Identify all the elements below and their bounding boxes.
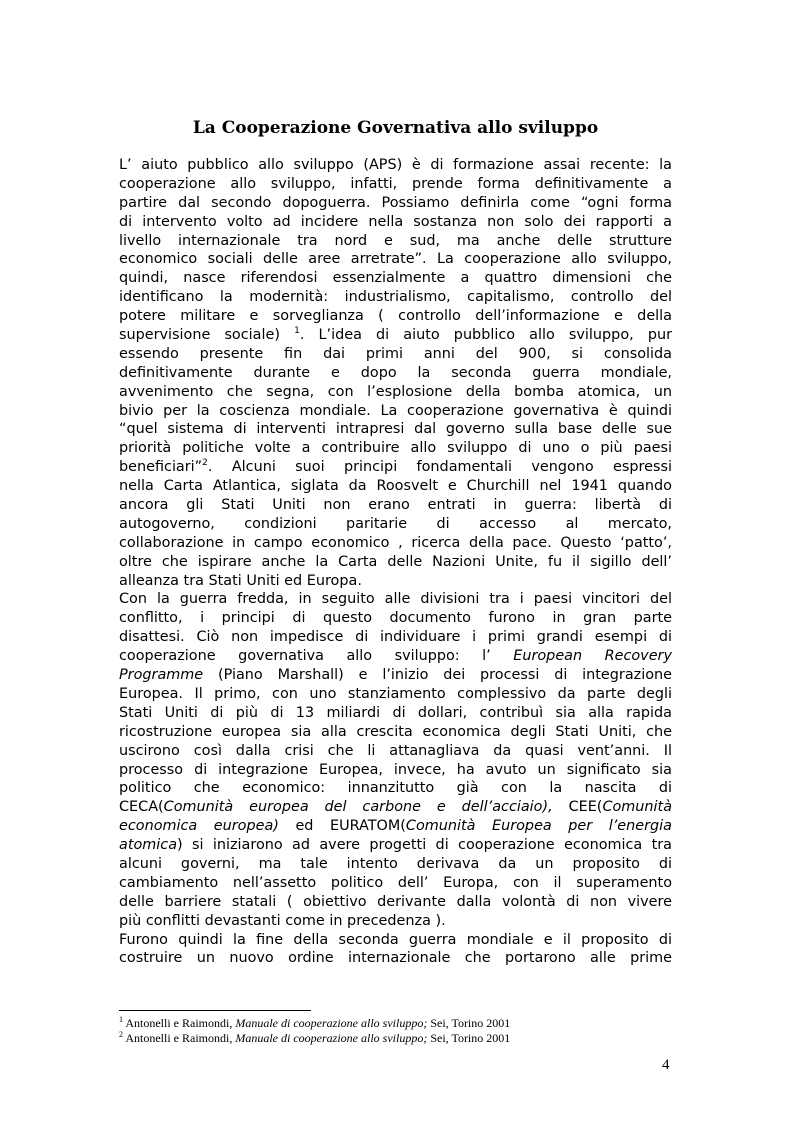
- footnote: $^2$ Antonelli e Raimondi, Manuale di cooperazione allo sviluppo; Sei, Torino 2001: [119, 1030, 511, 1045]
- text-line: definitivamente durante e dopo la seconda guerra mondiale,: [119, 364, 672, 381]
- text-line: cooperazione governativa allo sviluppo: l’ European Recovery: [119, 648, 672, 665]
- text-line: nella Carta Atlantica, siglata da Roosvelt e Churchill nel 1941 quando: [119, 478, 672, 495]
- text-line: livello internazionale tra nord e sud, ma anche delle strutture: [119, 232, 672, 249]
- footnote-ref: 1: [294, 326, 300, 337]
- text-line: quindi, nasce riferendosi essenzialmente a quattro dimensioni che: [119, 270, 672, 287]
- body-text: [119, 156, 672, 968]
- text-line: ricostruzione europea sia alla crescita economica degli Stati Uniti, che: [119, 723, 672, 740]
- text-line: Con la guerra fredda, in seguito alle divisioni tra i paesi vincitori del: [119, 591, 672, 608]
- text-line: Furono quindi la fine della seconda guerra mondiale e il proposito di: [119, 931, 672, 948]
- text-line: alleanza tra Stati Uniti ed Europa.: [119, 572, 362, 589]
- text-line: collaborazione in campo economico , ricerca della pace. Questo ‘patto’,: [119, 534, 672, 551]
- footnote: $^1$ Antonelli e Raimondi, Manuale di cooperazione allo sviluppo; Sei, Torino 2001: [119, 1015, 511, 1030]
- text-line: potere militare e sorveglianza ( controllo dell’informazione e della: [119, 308, 672, 325]
- text-line: “quel sistema di interventi intrapresi dal governo sulla base delle sue: [119, 421, 672, 438]
- text-line: Stati Uniti di più di 13 miliardi di dollari, contribuì sia alla rapida: [119, 704, 672, 721]
- text-line: partire dal secondo dopoguerra. Possiamo definirla come “ogni forma: [119, 194, 672, 211]
- text-line: beneficiari”$^2$. Alcuni suoi principi fondamentali vengono espressi: [119, 458, 672, 476]
- text-line: disattesi. Ciò non impedisce di individuare i primi grandi esempi di: [119, 629, 672, 646]
- text-line: essendo presente fin dai primi anni del 900, si consolida: [119, 345, 672, 362]
- text-line: economica europea) ed EURATOM(Comunità Europea per l’energia: [119, 818, 672, 835]
- page-number: 4: [662, 1057, 670, 1073]
- text-line: conflitto, i principi di questo documento furono in gran parte: [119, 610, 672, 627]
- text-line: CECA(Comunità europea del carbone e dell’acciaio), CEE(Comunità: [119, 799, 673, 816]
- text-line: avvenimento che segna, con l’esplosione della bomba atomica, un: [119, 383, 672, 400]
- footnote-ref: 2: [202, 458, 208, 469]
- text-line: processo di integrazione Europea, invece, ha avuto un significato sia: [119, 761, 672, 778]
- text-line: supervisione sociale) $^1$. L’idea di aiuto pubblico allo sviluppo, pur: [119, 326, 672, 344]
- text-line: costruire un nuovo ordine internazionale che portarono alle prime: [119, 950, 672, 967]
- text-line: Europea. Il primo, con uno stanziamento complessivo da parte degli: [119, 685, 672, 702]
- text-line: priorità politiche volte a contribuire allo sviluppo di uno o più paesi: [119, 440, 672, 457]
- text-line: Programme (Piano Marshall) e l’inizio dei processi di integrazione: [119, 667, 672, 684]
- text-line: politico che economico: innanzitutto già con la nascita di: [119, 780, 672, 797]
- text-line: più conflitti devastanti come in precedenza ).: [119, 912, 446, 929]
- text-line: cooperazione allo sviluppo, infatti, prende forma definitivamente a: [119, 175, 672, 192]
- page-title: La Cooperazione Governativa allo sviluppo: [192, 118, 599, 138]
- text-line: identificano la modernità: industrialismo, capitalismo, controllo del: [119, 289, 672, 306]
- footnotes: [119, 1016, 672, 1046]
- text-line: alcuni governi, ma tale intento derivava da un proposito di: [119, 855, 672, 872]
- text-line: economico sociali delle aree arretrate”. La cooperazione allo sviluppo,: [119, 251, 672, 268]
- text-line: delle barriere statali ( obiettivo derivante dalla volontà di non vivere: [119, 893, 672, 910]
- text-line: cambiamento nell’assetto politico dell’ Europa, con il superamento: [119, 874, 672, 891]
- text-line: oltre che ispirare anche la Carta delle Nazioni Unite, fu il sigillo dell’: [119, 553, 672, 570]
- text-line: ancora gli Stati Uniti non erano entrati in guerra: libertà di: [119, 497, 672, 514]
- footnote-divider: [119, 1010, 311, 1011]
- text-line: bivio per la coscienza mondiale. La cooperazione governativa è quindi: [119, 402, 672, 419]
- text-line: L’ aiuto pubblico allo sviluppo (APS) è di formazione assai recente: la: [119, 157, 672, 173]
- text-line: uscirono così dalla crisi che li attanagliava da quasi vent’anni. Il: [119, 742, 672, 759]
- text-line: autogoverno, condizioni paritarie di accesso al mercato,: [119, 515, 672, 532]
- text-line: di intervento volto ad incidere nella sostanza non solo dei rapporti a: [119, 213, 672, 230]
- text-line: atomica) si iniziarono ad avere progetti di cooperazione economica tra: [119, 837, 672, 854]
